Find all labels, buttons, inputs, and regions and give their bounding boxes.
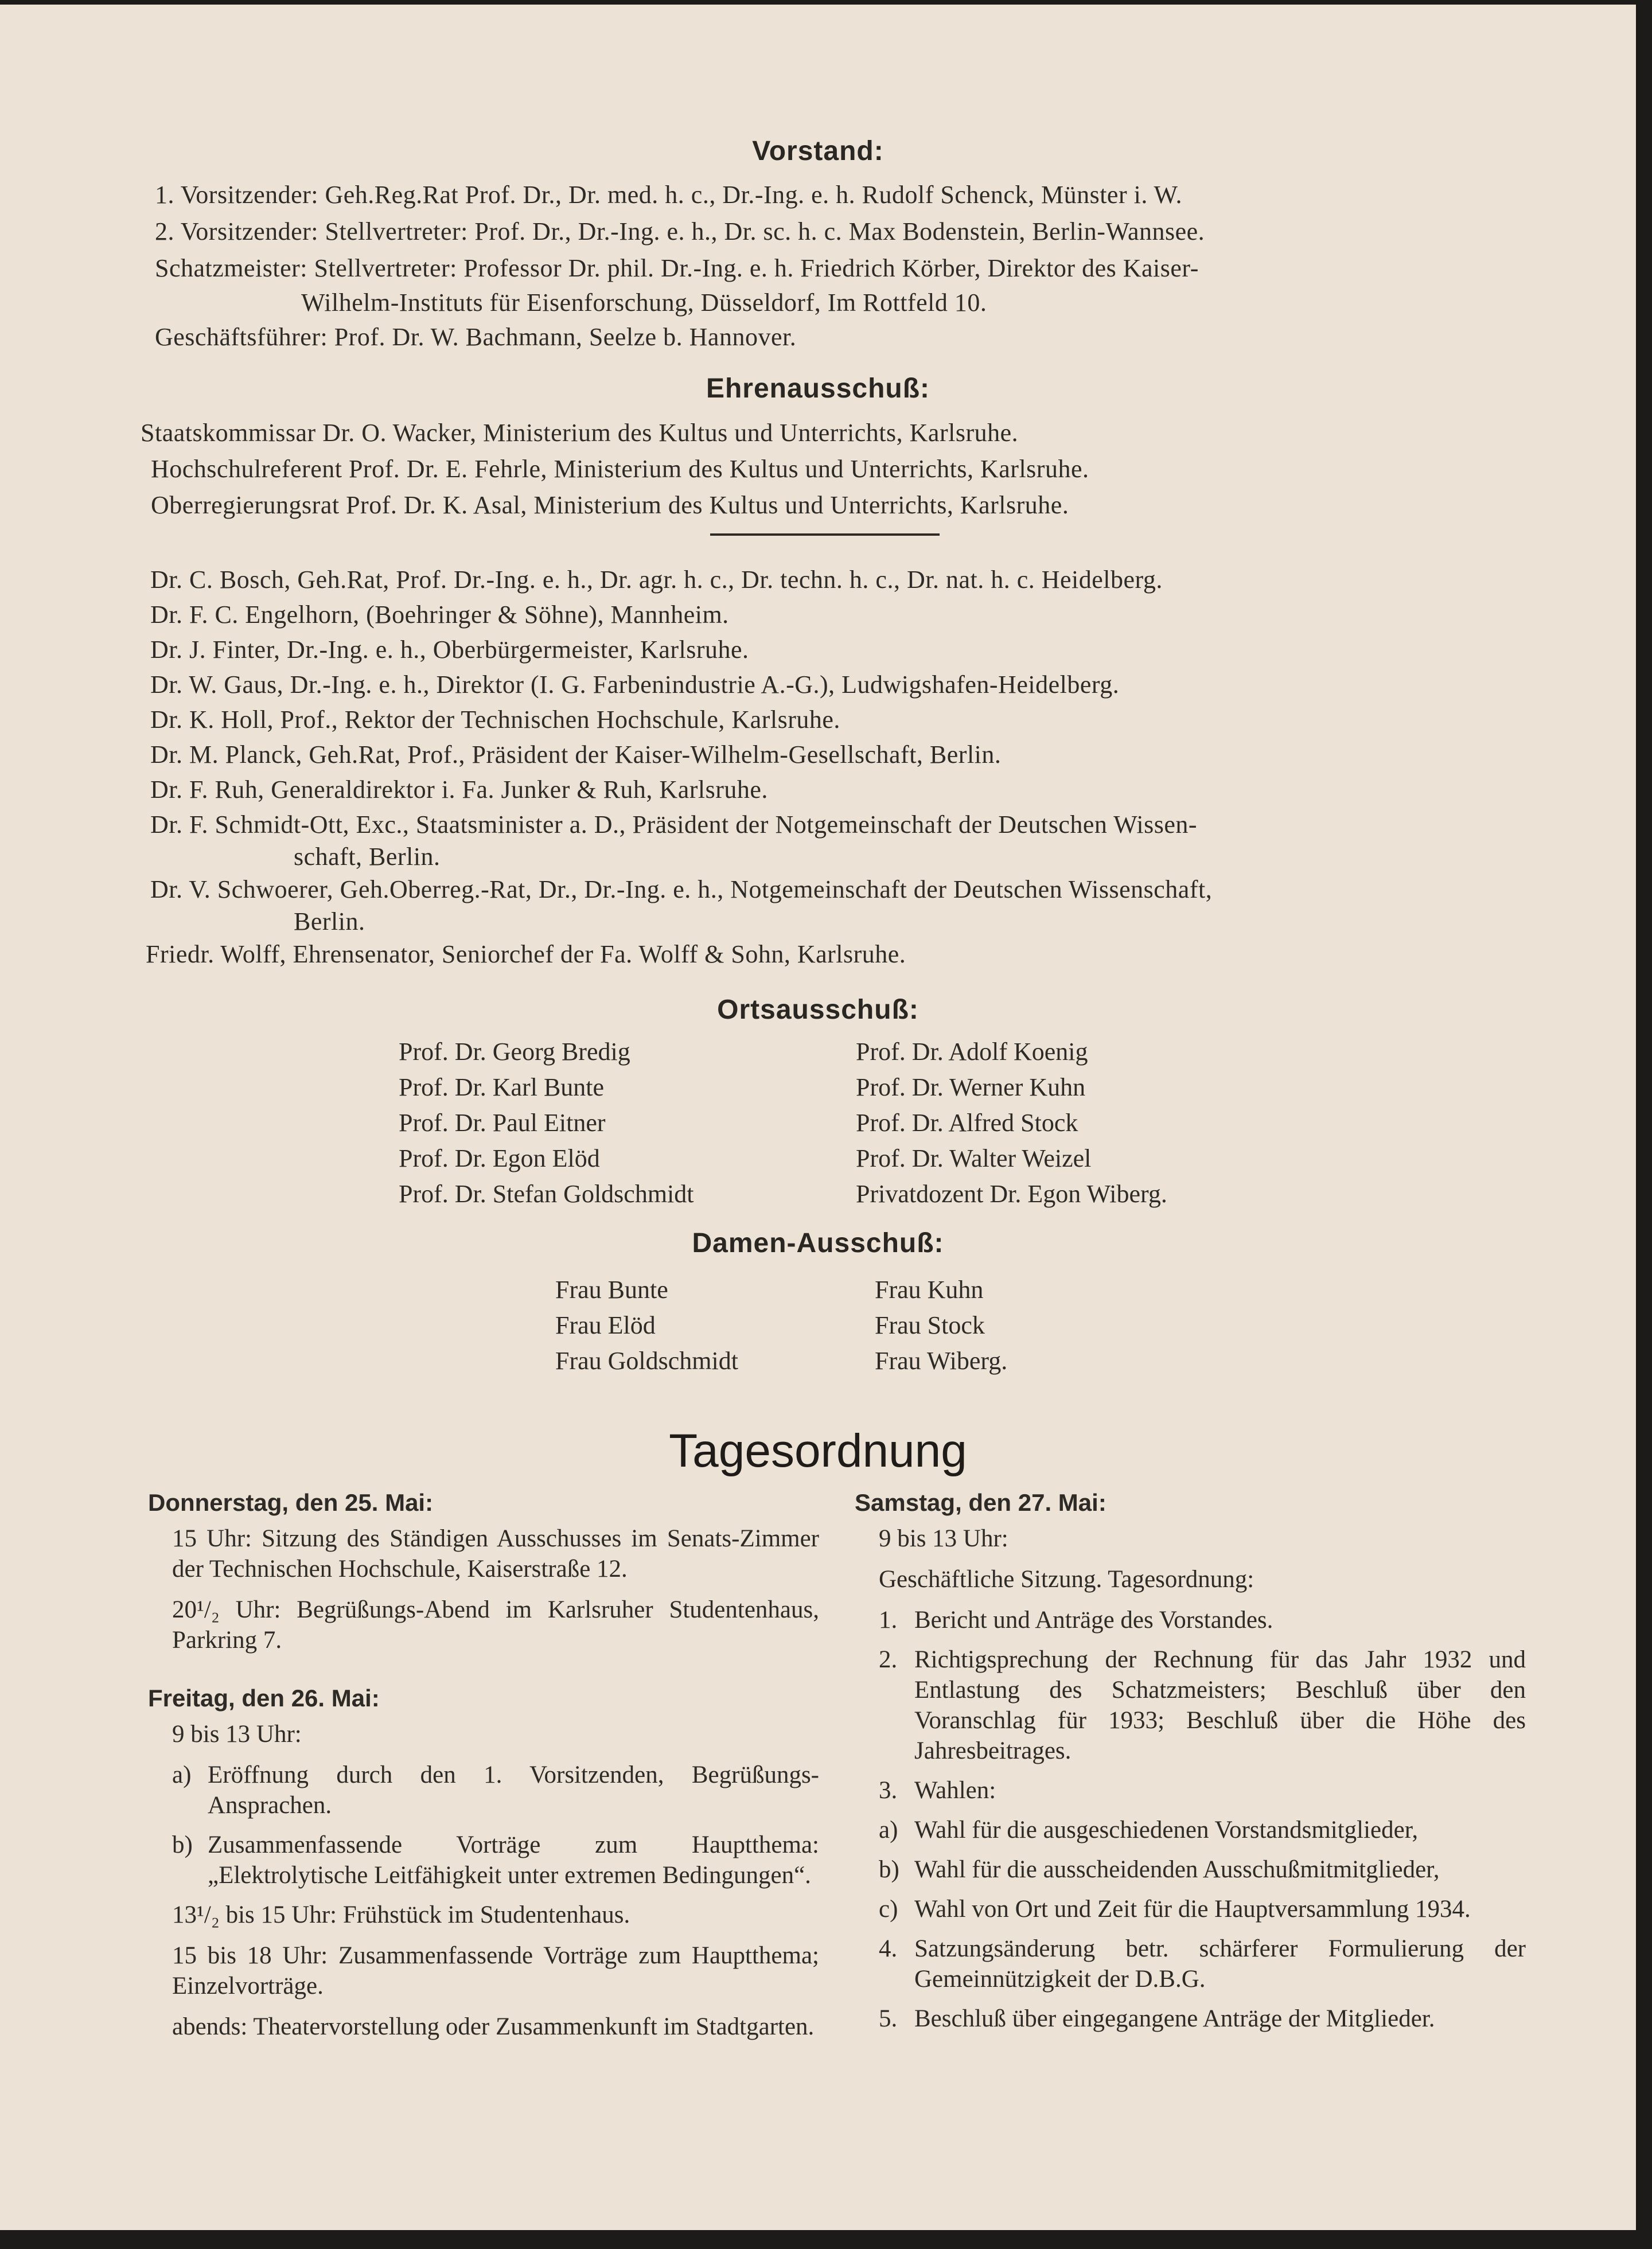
damen-member: Frau Kuhn [875,1276,984,1304]
member-line: Dr. W. Gaus, Dr.-Ing. e. h., Direktor (I. G. Farbenindustrie A.-G.), Ludwigshafen-Heidelberg. [150,671,1120,699]
vorstand-line: 2. Vorsitzender: Stellvertreter: Prof. Dr., Dr.-Ing. e. h., Dr. sc. h. c. Max Bodenstein, Berlin-Wannsee. [155,217,1205,245]
agenda-entry: 20¹/₂ Uhr: Begrüßungs-Abend im Karlsruher Studentenhaus, Parkring 7. [172,1596,819,1654]
item-marker: 2. [879,1646,898,1673]
item-text: Wahl von Ort und Zeit für die Hauptversammlung 1934. [914,1896,1471,1923]
item-text: Zusammenfassende Vorträge zum Hauptthema: „Elektrolytische Leitfähigkeit unter extremen Bedingungen“. [208,1831,819,1889]
item-text: Richtigsprechung der Rechnung für das Jahr 1932 und Entlastung des Schatzmeisters; Beschluß über den Voranschlag für 1933; Beschluß über die Höhe des Jahresbeitrages. [914,1646,1526,1764]
damen-member: Frau Stock [875,1311,985,1339]
day-saturday: Samstag, den 27. Mai: [855,1489,1106,1516]
orts-left-column [399,1034,694,1212]
member-line: Dr. F. Schmidt-Ott, Exc., Staatsminister a. D., Präsident der Notgemeinschaft der Deutschen Wissen- [150,810,1198,839]
vorstand-line: Schatzmeister: Stellvertreter: Professor Dr. phil. Dr.-Ing. e. h. Friedrich Körber, Direktor des Kaiser- [155,254,1199,282]
orts-member: Prof. Dr. Paul Eitner [399,1109,606,1137]
agenda-item [879,1775,1526,1806]
member-line: Dr. M. Planck, Geh.Rat, Prof., Präsident der Kaiser-Wilhelm-Gesellschaft, Berlin. [150,740,1002,769]
item-text: Wahl für die ausscheidenden Ausschußmitmitglieder, [914,1856,1440,1883]
heading-damen-ausschuss: Damen-Ausschuß: [692,1228,944,1258]
damen-right-column [875,1272,1007,1379]
item-marker: 4. [879,1935,898,1962]
member-line: Dr. J. Finter, Dr.-Ing. e. h., Oberbürgermeister, Karlsruhe. [150,636,749,664]
divider [710,533,940,536]
heading-ehrenausschuss: Ehrenausschuß: [706,373,930,404]
agenda-item [172,1760,819,1821]
vorstand-line: Geschäftsführer: Prof. Dr. W. Bachmann, Seelze b. Hannover. [155,323,797,351]
day-friday: Freitag, den 26. Mai: [148,1685,380,1712]
agenda-item [879,1854,1526,1885]
damen-member: Frau Bunte [555,1276,668,1304]
agenda-item [879,1934,1526,1994]
item-text: Wahlen: [914,1777,996,1804]
item-marker: a) [879,1817,898,1843]
item-text: Beschluß über eingegangene Anträge der Mitglieder. [914,2005,1435,2032]
item-marker: 1. [879,1607,898,1634]
agenda-left-column [148,1487,819,2052]
agenda-item [879,1815,1526,1845]
item-marker: 5. [879,2005,898,2032]
ehren-line: Hochschulreferent Prof. Dr. E. Fehrle, Ministerium des Kultus und Unterrichts, Karlsruhe. [151,455,1089,483]
member-line: Berlin. [294,907,365,936]
item-marker: b) [172,1831,193,1858]
agenda-item [879,1605,1526,1635]
member-line: Dr. F. C. Engelhorn, (Boehringer & Söhne), Mannheim. [150,601,729,629]
damen-left-column [555,1272,738,1379]
item-marker: c) [879,1896,898,1923]
damen-member: Frau Goldschmidt [555,1347,738,1375]
member-line: Friedr. Wolff, Ehrensenator, Seniorchef der Fa. Wolff & Sohn, Karlsruhe. [146,940,906,968]
agenda-entry: 13¹/₂ bis 15 Uhr: Frühstück im Studentenhaus. [172,1901,630,1928]
orts-member: Prof. Dr. Walter Weizel [856,1144,1092,1172]
ehren-officials [141,415,1089,523]
member-line: Dr. F. Ruh, Generaldirektor i. Fa. Junker & Ruh, Karlsruhe. [150,775,768,804]
agenda-entry: abends: Theatervorstellung oder Zusammenkunft im Stadtgarten. [172,2013,815,2040]
ehren-line: Staatskommissar Dr. O. Wacker, Ministerium des Kultus und Unterrichts, Karlsruhe. [141,419,1019,447]
item-text: Satzungsänderung betr. schärferer Formulierung der Gemeinnützigkeit der D.B.G. [914,1935,1526,1993]
damen-member: Frau Elöd [555,1311,656,1339]
agenda-item [879,1894,1526,1924]
member-line: Dr. C. Bosch, Geh.Rat, Prof. Dr.-Ing. e. h., Dr. agr. h. c., Dr. techn. h. c., Dr. nat. h. c. Heidelberg. [150,566,1163,594]
document-page [0,5,1636,2230]
day-thursday: Donnerstag, den 25. Mai: [148,1489,434,1516]
heading-ortsausschuss: Ortsausschuß: [717,995,919,1025]
agenda-title: Tagesordnung [669,1425,967,1477]
damen-member: Frau Wiberg. [875,1347,1008,1375]
orts-member: Prof. Dr. Adolf Koenig [856,1038,1088,1066]
vorstand-list [155,177,1205,356]
item-marker: b) [879,1856,899,1883]
orts-right-column [856,1034,1167,1212]
member-line: Dr. K. Holl, Prof., Rektor der Technischen Hochschule, Karlsruhe. [150,706,840,734]
orts-member: Prof. Dr. Stefan Goldschmidt [399,1180,694,1208]
item-text: Wahl für die ausgeschiedenen Vorstandsmitglieder, [914,1817,1419,1843]
agenda-entry: 15 bis 18 Uhr: Zusammenfassende Vorträge zum Hauptthema; Einzelvorträge. [172,1942,819,1999]
orts-member: Prof. Dr. Werner Kuhn [856,1073,1086,1101]
vorstand-line: Wilhelm-Instituts für Eisenforschung, Düsseldorf, Im Rottfeld 10. [301,289,987,317]
orts-member: Prof. Dr. Alfred Stock [856,1109,1078,1137]
agenda-right-column [855,1487,1526,2043]
item-marker: a) [172,1761,192,1788]
orts-member: Prof. Dr. Karl Bunte [399,1073,605,1101]
vorstand-line: 1. Vorsitzender: Geh.Reg.Rat Prof. Dr., Dr. med. h. c., Dr.-Ing. e. h. Rudolf Schenck, Münster i. W. [155,181,1183,209]
agenda-item [879,2004,1526,2034]
agenda-entry: 9 bis 13 Uhr: [172,1721,302,1748]
orts-member: Privatdozent Dr. Egon Wiberg. [856,1180,1167,1208]
orts-member: Prof. Dr. Egon Elöd [399,1144,600,1172]
ehren-line: Oberregierungsrat Prof. Dr. K. Asal, Ministerium des Kultus und Unterrichts, Karlsruhe. [151,491,1069,519]
agenda-item [172,1830,819,1891]
item-text: Bericht und Anträge des Vorstandes. [914,1607,1273,1634]
member-line: Dr. V. Schwoerer, Geh.Oberreg.-Rat, Dr., Dr.-Ing. e. h., Notgemeinschaft der Deutschen Wissenschaft, [150,875,1213,903]
agenda-item [879,1644,1526,1766]
ehren-members [146,562,1213,972]
agenda-entry: Geschäftliche Sitzung. Tagesordnung: [879,1566,1254,1593]
orts-member: Prof. Dr. Georg Bredig [399,1038,630,1066]
agenda-entry: 9 bis 13 Uhr: [879,1525,1008,1552]
item-text: Eröffnung durch den 1. Vorsitzenden, Begrüßungs-Ansprachen. [208,1761,819,1819]
member-line: schaft, Berlin. [294,843,441,871]
agenda-entry: 15 Uhr: Sitzung des Ständigen Ausschusses im Senats-Zimmer der Technischen Hochschule, Kaiserstraße 12. [172,1525,819,1583]
heading-vorstand: Vorstand: [752,136,884,166]
item-marker: 3. [879,1777,898,1804]
